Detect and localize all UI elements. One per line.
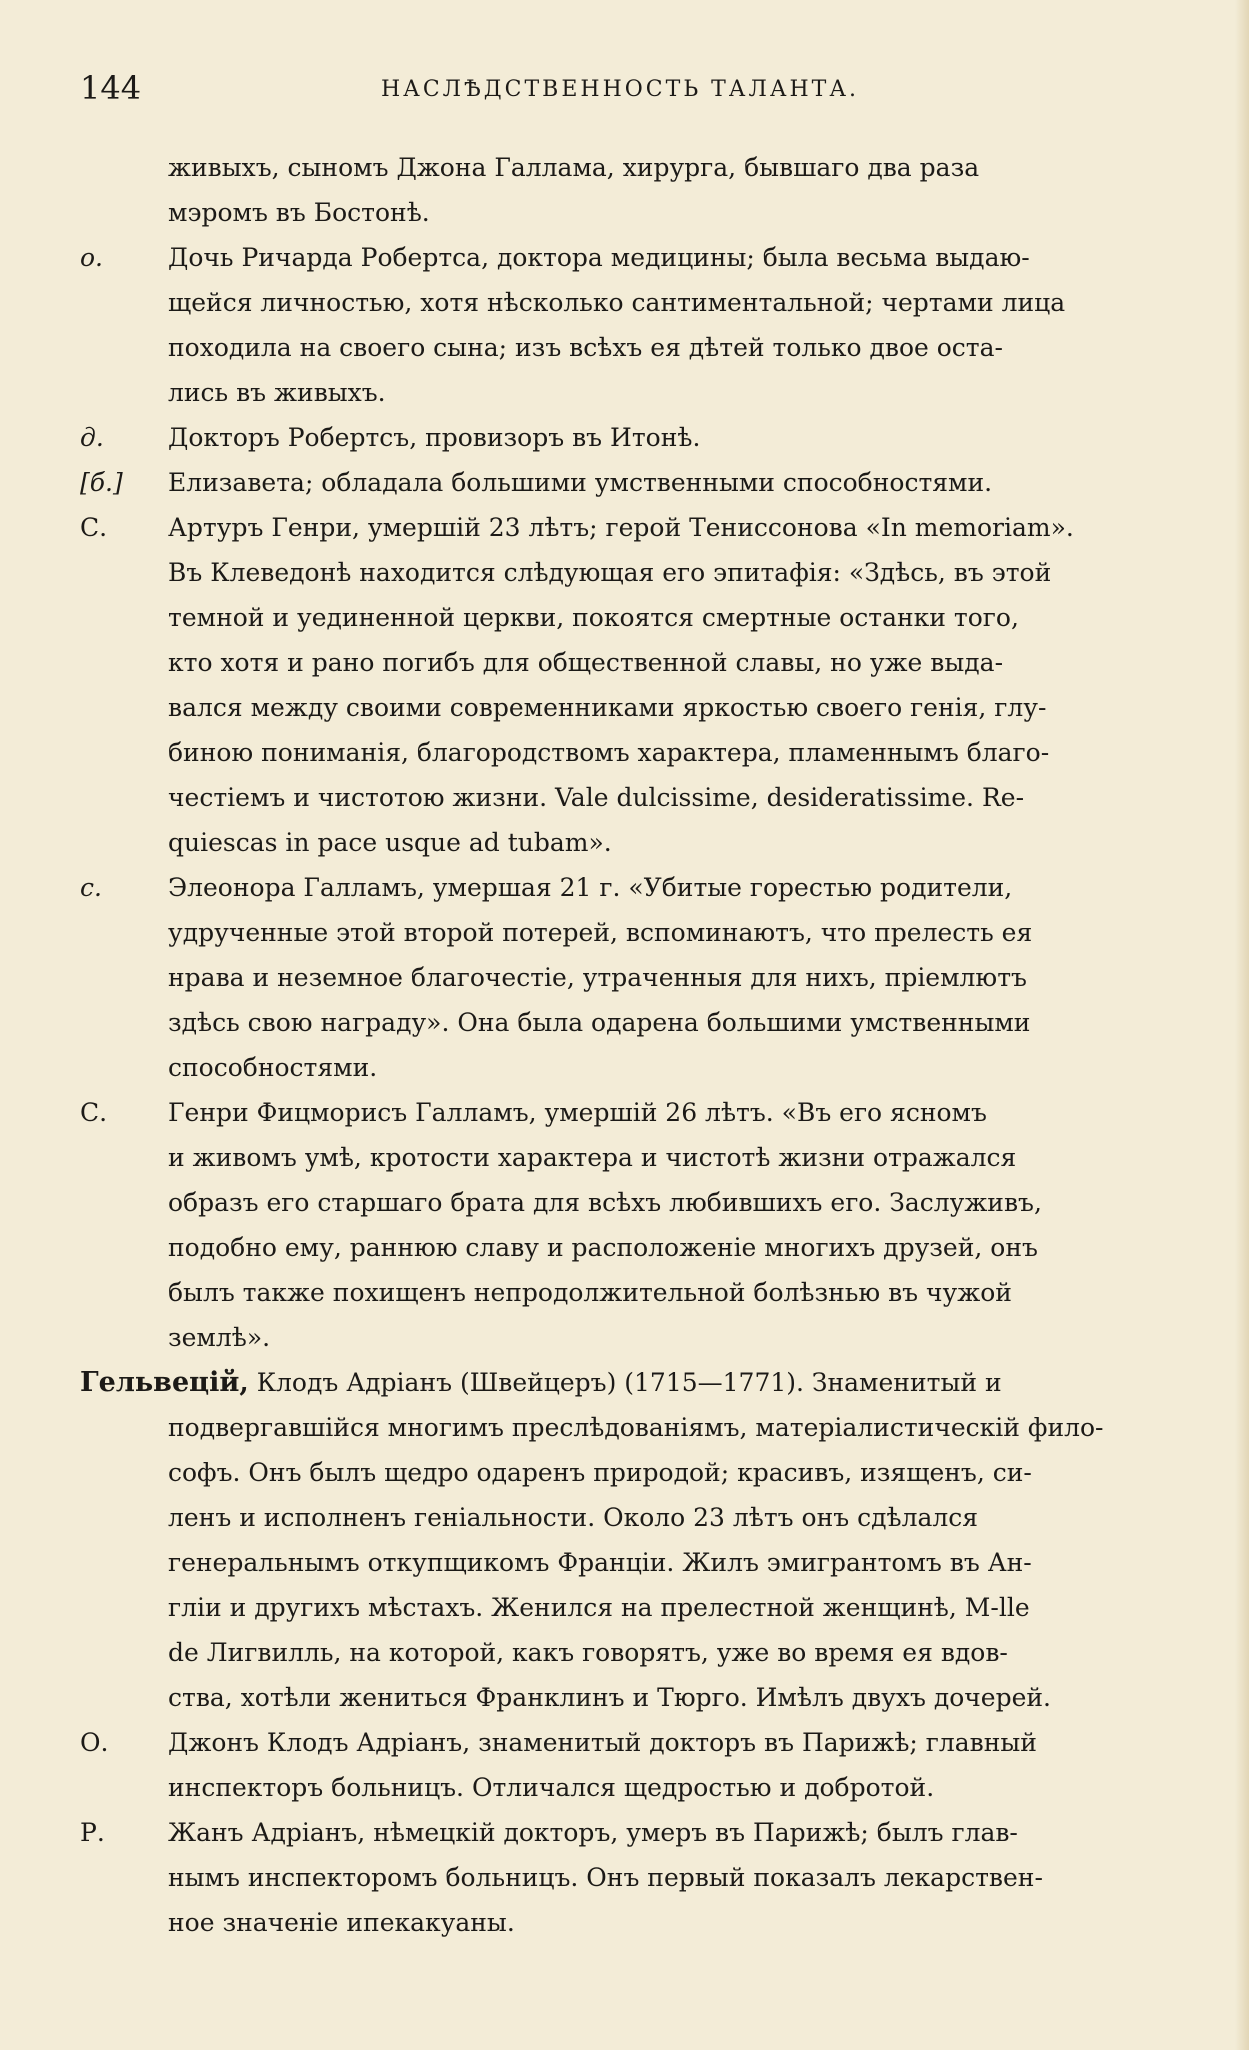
entry-line: Артуръ Генри, умершій 23 лѣтъ; герой Тениссонова «In memoriam». <box>168 513 1074 542</box>
entry-marker: С. <box>80 1098 108 1127</box>
entry-line: Жанъ Адріанъ, нѣмецкій докторъ, умеръ въ Парижѣ; былъ глав- <box>168 1818 1018 1847</box>
main-entry-line: de Лигвилль, на которой, какъ говорятъ, уже во время ея вдов- <box>168 1638 1008 1667</box>
entry-line: Въ Клеведонѣ находится слѣдующая его эпитафія: «Здѣсь, въ этой <box>168 558 1052 587</box>
entry-0 <box>80 145 1150 235</box>
entry-marker: Р. <box>80 1818 105 1847</box>
main-entry-line: подвергавшійся многимъ преслѣдованіямъ, матеріалистическій фило- <box>168 1413 1104 1442</box>
entry-line: образъ его старшаго брата для всѣхъ любившихъ его. Заслуживъ, <box>168 1188 1042 1217</box>
entry-line: живыхъ, сыномъ Джона Галлама, хирурга, бывшаго два раза <box>168 153 980 182</box>
entry-line: вался между своими современниками яркостью своего генія, глу- <box>168 693 1047 722</box>
entry-line: quiescas in pace usque ad tubam». <box>168 828 612 857</box>
sub-entry-1 <box>80 1810 1150 1945</box>
entry-4 <box>80 505 1150 865</box>
genealogy-entries <box>80 145 1150 1360</box>
sub-entry-0 <box>80 1720 1150 1810</box>
entry-line: походила на своего сына; изъ всѣхъ ея дѣтей только двое оста- <box>168 333 1003 362</box>
main-entry-name: Гельвецій, <box>80 1367 249 1398</box>
entry-line: способностями. <box>168 1053 378 1082</box>
entry-1 <box>80 235 1150 415</box>
entry-line: Докторъ Робертсъ, провизоръ въ Итонѣ. <box>168 423 701 452</box>
running-title: НАСЛѢДСТВЕННОСТЬ ТАЛАНТА. <box>380 77 859 102</box>
entry-line: ное значеніе ипекакуаны. <box>168 1908 515 1937</box>
entry-marker: о. <box>80 243 103 272</box>
main-entry-line: ства, хотѣли жениться Франклинъ и Тюрго. Имѣлъ двухъ дочерей. <box>168 1683 1051 1712</box>
entry-3 <box>80 460 1150 505</box>
page-body <box>80 145 1150 1945</box>
entry-line: Генри Фицморисъ Галламъ, умершій 26 лѣтъ. «Въ его ясномъ <box>168 1098 987 1127</box>
entry-line: нрава и неземное благочестіе, утраченныя для нихъ, пріемлютъ <box>168 963 1027 992</box>
entry-line: здѣсь свою награду». Она была одарена большими умственными <box>168 1008 1031 1037</box>
entry-line: землѣ». <box>168 1323 271 1352</box>
entry-line: биною пониманія, благородствомъ характера, пламеннымъ благо- <box>168 738 1050 767</box>
entry-line: и живомъ умѣ, кротости характера и чистотѣ жизни отражался <box>168 1143 1017 1172</box>
entry-line: Елизавета; обладала большими умственными способностями. <box>168 468 993 497</box>
entry-line: Джонъ Клодъ Адріанъ, знаменитый докторъ въ Парижѣ; главный <box>168 1728 1037 1757</box>
entry-line: мэромъ въ Бостонѣ. <box>168 198 430 227</box>
entry-marker: О. <box>80 1728 109 1757</box>
entry-line: темной и уединенной церкви, покоятся смертные останки того, <box>168 603 1019 632</box>
entry-marker: с. <box>80 873 102 902</box>
entry-line: щейся личностью, хотя нѣсколько сантиментальной; чертами лица <box>168 288 1066 317</box>
main-entry-helvetius <box>80 1360 1150 1720</box>
entry-marker: [б.] <box>80 468 123 497</box>
entry-line: честіемъ и чистотою жизни. Vale dulcissime, desideratissime. Re- <box>168 783 1025 812</box>
entry-line: подобно ему, раннюю славу и расположеніе многихъ друзей, онъ <box>168 1233 1038 1262</box>
entry-2 <box>80 415 1150 460</box>
main-entry-line: генеральнымъ откупщикомъ Франціи. Жилъ эмигрантомъ въ Ан- <box>168 1548 1032 1577</box>
entry-marker: С. <box>80 513 108 542</box>
entry-line: Дочь Ричарда Робертса, доктора медицины; была весьма выдаю- <box>168 243 1030 272</box>
page-header <box>80 68 1160 118</box>
main-entry-lines <box>168 1405 1150 1720</box>
page-edge <box>1235 0 1249 2050</box>
entry-line: нымъ инспекторомъ больницъ. Онъ первый показалъ лекарствен- <box>168 1863 1043 1892</box>
main-entry-line: гліи и другихъ мѣстахъ. Женился на прелестной женщинѣ, М-lle <box>168 1593 1030 1622</box>
sub-entries <box>80 1720 1150 1945</box>
entry-line: лись въ живыхъ. <box>168 378 386 407</box>
entry-line: кто хотя и рано погибъ для общественной славы, но уже выда- <box>168 648 1004 677</box>
page-number: 144 <box>80 69 142 107</box>
entry-line: Элеонора Галламъ, умершая 21 г. «Убитые горестью родители, <box>168 873 1013 902</box>
main-entry-first-line <box>80 1360 1150 1405</box>
main-entry-line: софъ. Онъ былъ щедро одаренъ природой; красивъ, изященъ, си- <box>168 1458 1032 1487</box>
entry-marker: д. <box>80 423 104 452</box>
main-entry-first-line-text: Клодъ Адріанъ (Швейцеръ) (1715—1771). Знаменитый и <box>256 1368 1002 1397</box>
entry-line: удрученные этой второй потерей, вспоминаютъ, что прелесть ея <box>168 918 1033 947</box>
entry-line: былъ также похищенъ непродолжительной болѣзнью въ чужой <box>168 1278 1012 1307</box>
main-entry-line: ленъ и исполненъ геніальности. Около 23 лѣтъ онъ сдѣлался <box>168 1503 979 1532</box>
entry-6 <box>80 1090 1150 1360</box>
entry-5 <box>80 865 1150 1090</box>
entry-line: инспекторъ больницъ. Отличался щедростью и добротой. <box>168 1773 935 1802</box>
